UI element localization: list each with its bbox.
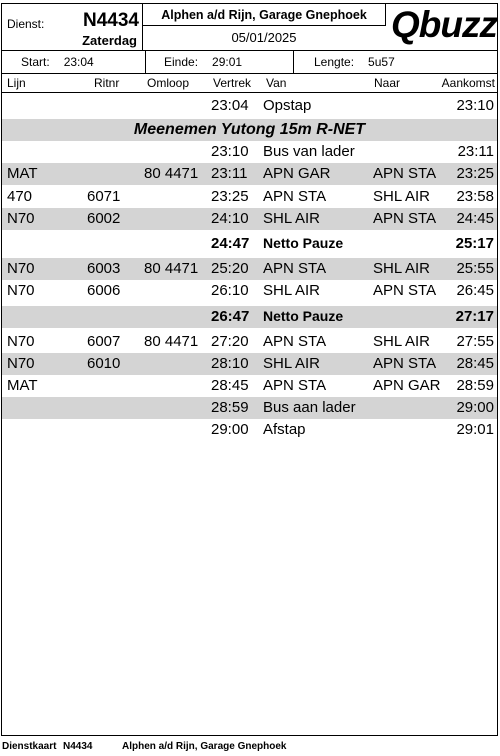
cell-naar: APN STA bbox=[373, 282, 437, 299]
cell-aankomst: 25:55 bbox=[456, 260, 494, 277]
table-row bbox=[2, 280, 497, 302]
cell-naar: SHL AIR bbox=[373, 188, 430, 205]
cell-lijn: MAT bbox=[7, 377, 38, 394]
cell-aankomst: 27:17 bbox=[455, 308, 494, 325]
lengte-cell bbox=[294, 51, 497, 73]
cell-vertrek: 23:11 bbox=[211, 165, 248, 182]
cell-lijn: N70 bbox=[7, 333, 35, 350]
cell-lijn: 470 bbox=[7, 188, 33, 205]
cell-aankomst: 28:45 bbox=[456, 355, 494, 372]
table-row bbox=[2, 95, 497, 117]
cell-naar: APN STA bbox=[373, 210, 437, 227]
cell-lijn: MAT bbox=[7, 165, 38, 182]
col-ritnr: Ritnr bbox=[94, 76, 120, 90]
cell-van: APN STA bbox=[263, 188, 327, 205]
start-cell bbox=[2, 51, 146, 73]
cell-lijn: N70 bbox=[7, 282, 35, 299]
col-van: Van bbox=[266, 76, 287, 90]
times-row bbox=[2, 50, 497, 74]
cell-lijn: N70 bbox=[7, 260, 35, 277]
start-value: 23:04 bbox=[63, 55, 94, 69]
footer-location: Alphen a/d Rijn, Garage Gnephoek bbox=[122, 741, 287, 752]
col-lijn: Lijn bbox=[7, 76, 26, 90]
cell-omloop: 80 4471 bbox=[144, 165, 199, 182]
cell-aankomst: 28:59 bbox=[456, 377, 494, 394]
cell-ritnr: 6010 bbox=[87, 355, 121, 372]
cell-ritnr: 6006 bbox=[87, 282, 121, 299]
cell-ritnr: 6007 bbox=[87, 333, 121, 350]
cell-aankomst: 25:17 bbox=[455, 235, 494, 252]
location-label: Alphen a/d Rijn, Garage Gnephoek bbox=[143, 4, 386, 26]
cell-vertrek: 28:59 bbox=[211, 399, 249, 416]
table-row bbox=[2, 331, 497, 353]
col-aankomst: Aankomst bbox=[441, 76, 495, 90]
table-row bbox=[2, 306, 497, 328]
cell-vertrek: 23:25 bbox=[211, 188, 249, 205]
cell-naar: SHL AIR bbox=[373, 333, 430, 350]
cell-vertrek: 25:20 bbox=[211, 260, 249, 277]
cell-van: SHL AIR bbox=[263, 355, 320, 372]
cell-van: Opstap bbox=[263, 97, 312, 114]
cell-vertrek: 27:20 bbox=[211, 333, 249, 350]
cell-aankomst: 23:58 bbox=[456, 188, 494, 205]
qbuzz-logo bbox=[386, 4, 497, 50]
cell-naar: APN STA bbox=[373, 165, 437, 182]
footer-number: N4434 bbox=[63, 741, 93, 752]
cell-van: Afstap bbox=[263, 421, 306, 438]
cell-naar: APN STA bbox=[373, 355, 437, 372]
section-row bbox=[2, 119, 497, 141]
cell-van: APN STA bbox=[263, 260, 327, 277]
table-row bbox=[2, 208, 497, 230]
cell-van: Netto Pauze bbox=[263, 308, 344, 324]
cell-aankomst: 27:55 bbox=[456, 333, 494, 350]
day-label: Zaterdag bbox=[82, 33, 137, 48]
cell-aankomst: 29:00 bbox=[456, 399, 494, 416]
cell-ritnr: 6003 bbox=[87, 260, 121, 277]
table-row bbox=[2, 375, 497, 397]
table-row bbox=[2, 163, 497, 185]
date-label: 05/01/2025 bbox=[231, 30, 297, 45]
table-row bbox=[2, 353, 497, 375]
einde-label: Einde: bbox=[164, 55, 199, 69]
einde-value: 29:01 bbox=[212, 55, 243, 69]
table-row bbox=[2, 258, 497, 280]
cell-ritnr: 6002 bbox=[87, 210, 121, 227]
cell-van: APN GAR bbox=[263, 165, 331, 182]
footer-label: Dienstkaart bbox=[2, 741, 57, 752]
cell-omloop: 80 4471 bbox=[144, 260, 199, 277]
table-row bbox=[2, 186, 497, 208]
cell-naar: SHL AIR bbox=[373, 260, 430, 277]
start-label: Start: bbox=[21, 55, 50, 69]
cell-van: Netto Pauze bbox=[263, 235, 344, 251]
einde-cell bbox=[146, 51, 294, 73]
dienst-number: N4434 bbox=[83, 10, 139, 31]
col-naar: Naar bbox=[374, 76, 401, 90]
cell-vertrek: 23:04 bbox=[211, 97, 249, 114]
cell-vertrek: 26:10 bbox=[211, 282, 249, 299]
table-row bbox=[2, 419, 497, 441]
cell-van: Bus van lader bbox=[263, 143, 355, 160]
col-vertrek: Vertrek bbox=[213, 76, 252, 90]
cell-van: SHL AIR bbox=[263, 210, 320, 227]
cell-omloop: 80 4471 bbox=[144, 333, 199, 350]
cell-aankomst: 24:45 bbox=[456, 210, 494, 227]
logo-text: Qbuzz bbox=[391, 4, 497, 45]
table-row bbox=[2, 141, 497, 163]
cell-vertrek: 28:45 bbox=[211, 377, 249, 394]
cell-aankomst: 23:25 bbox=[456, 165, 494, 182]
column-header bbox=[2, 74, 497, 93]
cell-van: Bus aan lader bbox=[263, 399, 356, 416]
cell-aankomst: 23:10 bbox=[456, 97, 494, 114]
cell-aankomst: 23:11 bbox=[457, 143, 494, 160]
cell-vertrek: 24:47 bbox=[211, 235, 250, 252]
lengte-label: Lengte: bbox=[314, 55, 355, 69]
cell-van: APN STA bbox=[263, 377, 327, 394]
cell-lijn: N70 bbox=[7, 355, 35, 372]
cell-aankomst: 26:45 bbox=[456, 282, 494, 299]
section-title: Meenemen Yutong 15m R-NET bbox=[133, 121, 366, 138]
cell-lijn: N70 bbox=[7, 210, 35, 227]
table-row bbox=[2, 397, 497, 419]
duty-card bbox=[1, 3, 498, 736]
table-row bbox=[2, 233, 497, 255]
cell-vertrek: 24:10 bbox=[211, 210, 249, 227]
cell-vertrek: 23:10 bbox=[211, 143, 249, 160]
cell-ritnr: 6071 bbox=[87, 188, 121, 205]
cell-vertrek: 29:00 bbox=[211, 421, 249, 438]
col-omloop: Omloop bbox=[147, 76, 190, 90]
cell-vertrek: 26:47 bbox=[211, 308, 250, 325]
cell-van: SHL AIR bbox=[263, 282, 320, 299]
dienst-label: Dienst: bbox=[7, 17, 45, 31]
lengte-value: 5u57 bbox=[368, 55, 395, 69]
cell-naar: APN GAR bbox=[373, 377, 441, 394]
cell-vertrek: 28:10 bbox=[211, 355, 249, 372]
cell-van: APN STA bbox=[263, 333, 327, 350]
cell-aankomst: 29:01 bbox=[456, 421, 494, 438]
dienst-box bbox=[2, 4, 143, 50]
